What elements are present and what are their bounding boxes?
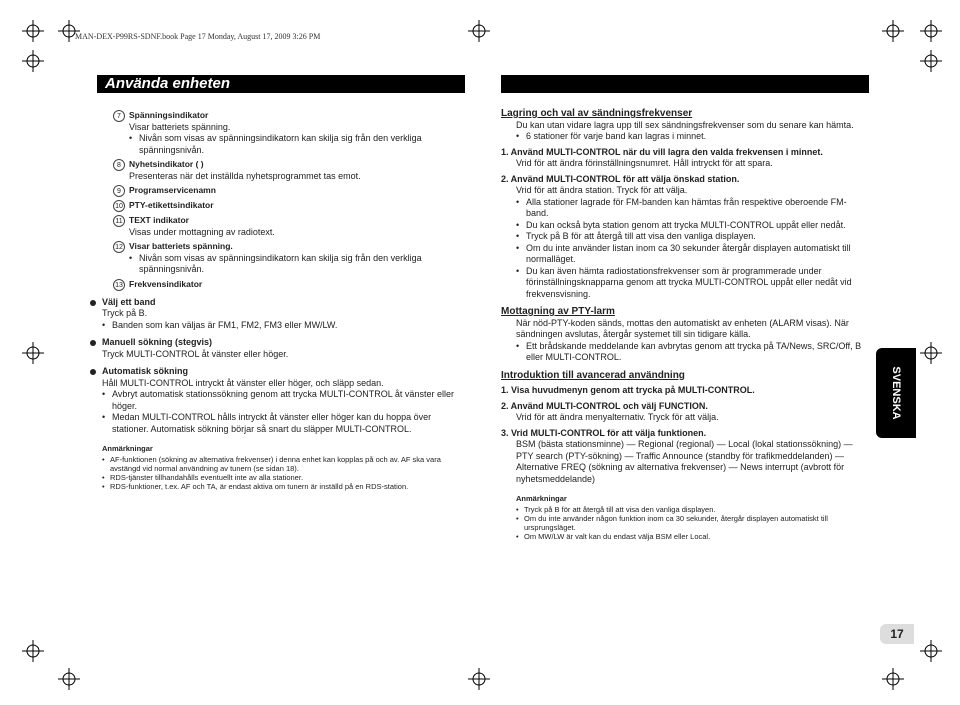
auto-search-action: Håll MULTI-CONTROL intryckt åt vänster eller höger, och släpp sedan. bbox=[102, 377, 384, 388]
step-bullet: • Du kan även hämta radiostationsfrekvenser som är programmerade under förinställningsknapparna genom att trycka MULTI-CONTROL uppåt eller nedåt vid frekvensvisning. bbox=[516, 266, 866, 301]
note-item: • Om MW/LW är valt kan du endast välja BSM eller Local. bbox=[516, 532, 866, 541]
item-text: Presenteras när det inställda nyhetsprogrammet tas emot. bbox=[129, 170, 361, 181]
auto-search-bullet: • Avbryt automatisk stationssökning genom att trycka MULTI-CONTROL åt vänster eller höger. bbox=[102, 389, 463, 412]
note-item: • RDS-funktioner, t.ex. AF och TA, är endast aktiva om tunern är inställd på en RDS-station. bbox=[102, 482, 463, 491]
indicator-item bbox=[113, 110, 463, 156]
note-item: • Om du inte använder någon funktion inom ca 30 sekunder, återgår displayen automatiskt till ursprungsläget. bbox=[516, 514, 866, 532]
notes-heading: Anmärkningar bbox=[516, 494, 567, 503]
crop-mark-icon bbox=[58, 20, 80, 42]
indicator-item bbox=[113, 185, 463, 197]
step-bullet: • Du kan också byta station genom att trycka MULTI-CONTROL uppåt eller nedåt. bbox=[516, 220, 866, 232]
note-item: • AF-funktionen (sökning av alternativa frekvenser) i denna enhet kan kopplas på och av. AF ska vara avstängd vid normal användning av tunern (se sidan 18). bbox=[102, 455, 463, 473]
item-label: Programservicenamn bbox=[129, 185, 216, 195]
item-text: Visas under mottagning av radiotext. bbox=[129, 226, 275, 237]
language-side-tab bbox=[876, 348, 916, 438]
crop-mark-icon bbox=[920, 640, 942, 662]
step-text: Vrid för att ändra station. Tryck för att välja. bbox=[516, 185, 688, 195]
manual-search-title: Manuell sökning (stegvis) bbox=[90, 337, 463, 349]
section-heading: Introduktion till avancerad användning bbox=[501, 369, 685, 381]
band-select-title: Välj ett band bbox=[90, 297, 463, 309]
crop-mark-icon bbox=[22, 342, 44, 364]
item-label: TEXT indikator bbox=[129, 215, 189, 225]
crop-mark-icon bbox=[22, 20, 44, 42]
item-number: 10 bbox=[113, 200, 125, 212]
item-number: 7 bbox=[113, 110, 125, 122]
item-label: Visar batteriets spänning. bbox=[129, 241, 233, 251]
crop-mark-icon bbox=[58, 668, 80, 690]
book-header-line: MAN-DEX-P99RS-SDNF.book Page 17 Monday, August 17, 2009 3:26 PM bbox=[75, 32, 321, 41]
section-heading: Mottagning av PTY-larm bbox=[501, 306, 615, 317]
band-select-bullet: • Banden som kan väljas är FM1, FM2, FM3 eller MW/LW. bbox=[102, 320, 463, 332]
item-label: Frekvensindikator bbox=[129, 278, 203, 289]
page-number: 17 bbox=[880, 624, 914, 644]
left-column bbox=[102, 107, 463, 491]
step-text: Vrid för att ändra menyalternativ. Tryck för att välja. bbox=[516, 412, 719, 422]
indicator-item bbox=[113, 200, 463, 212]
item-label: PTY-etikettsindikator bbox=[129, 200, 214, 210]
step-text: Vrid för att ändra förinställningsnumret. Håll intryckt för att spara. bbox=[516, 158, 773, 168]
section-bullet: • Ett brådskande meddelande kan avbrytas genom att trycka på TA/News, SRC/Off, B eller MULTI-CONTROL. bbox=[516, 341, 866, 364]
crop-mark-icon bbox=[882, 668, 904, 690]
item-bullet: • Nivån som visas av spänningsindikatorn kan skilja sig från den verkliga spänningsnivån. bbox=[129, 133, 463, 156]
notes-heading: Anmärkningar bbox=[102, 444, 153, 453]
crop-mark-icon bbox=[468, 20, 490, 42]
step-bullet: • Om du inte använder listan inom ca 30 sekunder återgår displayen automatiskt till normalläget. bbox=[516, 243, 866, 266]
section-heading: Lagring och val av sändningsfrekvenser bbox=[501, 108, 693, 119]
note-item: • RDS-tjänster tillhandahålls eventuellt inte av alla stationer. bbox=[102, 473, 463, 482]
crop-mark-icon bbox=[468, 668, 490, 690]
item-text: Visar batteriets spänning. bbox=[129, 121, 231, 132]
step-title: 1. Visa huvudmenyn genom att trycka på MULTI-CONTROL. bbox=[501, 385, 755, 395]
band-select-action: Tryck på B. bbox=[102, 308, 148, 318]
auto-search-title: Automatisk sökning bbox=[90, 366, 463, 378]
item-number: 9 bbox=[113, 185, 125, 197]
right-column bbox=[501, 102, 866, 541]
crop-mark-icon bbox=[920, 50, 942, 72]
section-bar-right bbox=[501, 75, 869, 93]
item-bullet: • Nivån som visas av spänningsindikatorn kan skilja sig från den verkliga spänningsnivån. bbox=[129, 253, 463, 276]
item-number: 11 bbox=[113, 215, 125, 227]
crop-mark-icon bbox=[22, 50, 44, 72]
item-number: 8 bbox=[113, 159, 125, 171]
step-bullet: • Alla stationer lagrade för FM-banden kan hämtas från respektive oberoende FM-band. bbox=[516, 197, 866, 220]
step-title: 2. Använd MULTI-CONTROL och välj FUNCTION. bbox=[501, 400, 708, 411]
item-number: 13 bbox=[113, 279, 125, 291]
indicator-item bbox=[113, 215, 463, 238]
item-number: 12 bbox=[113, 241, 125, 253]
crop-mark-icon bbox=[920, 342, 942, 364]
auto-search-bullet: • Medan MULTI-CONTROL hålls intryckt åt vänster eller höger kan du hoppa över stationer. Automatisk sökning börjar så snart du släpper MULTI-CONTROL. bbox=[102, 412, 463, 435]
section-intro: Du kan utan vidare lagra upp till sex sändningsfrekvenser som du senare kan hämta. bbox=[516, 119, 854, 130]
indicator-item bbox=[113, 279, 463, 291]
crop-mark-icon bbox=[22, 640, 44, 662]
indicator-item bbox=[113, 159, 463, 182]
manual-search-action: Tryck MULTI-CONTROL åt vänster eller höger. bbox=[102, 348, 289, 359]
step-text: BSM (bästa stationsminne) — Regional (regional) — Local (lokal stationssökning) — PTY search (PTY-sökning) — Traffic Announce (standby för trafikmeddelanden) — Alternative FREQ (sökning av alternativa frekvenser) — News interrupt (avbrott för nyhetsmeddelande) bbox=[516, 439, 853, 484]
item-label: Nyhetsindikator ( ) bbox=[129, 159, 204, 169]
step-bullet: • Tryck på B för att återgå till att visa den vanliga displayen. bbox=[516, 231, 866, 243]
section-text: När nöd-PTY-koden sänds, mottas den automatiskt av enheten (ALARM visas). När sändningen avslutas, återgår systemet till sin tidigare källa. bbox=[516, 317, 849, 339]
crop-mark-icon bbox=[920, 20, 942, 42]
section-title-bar: Använda enheten bbox=[97, 75, 465, 93]
note-item: • Tryck på B för att återgå till att visa den vanliga displayen. bbox=[516, 505, 866, 514]
section-bullet: • 6 stationer för varje band kan lagras i minnet. bbox=[516, 131, 866, 143]
language-label: SVENSKA bbox=[890, 366, 902, 420]
crop-mark-icon bbox=[882, 20, 904, 42]
step-title: 2. Använd MULTI-CONTROL för att välja önskad station. bbox=[501, 173, 740, 184]
step-title: 3. Vrid MULTI-CONTROL för att välja funktionen. bbox=[501, 427, 707, 438]
item-label: Spänningsindikator bbox=[129, 110, 209, 120]
step-title: 1. Använd MULTI-CONTROL när du vill lagra den valda frekvensen i minnet. bbox=[501, 146, 823, 157]
indicator-item bbox=[113, 241, 463, 276]
